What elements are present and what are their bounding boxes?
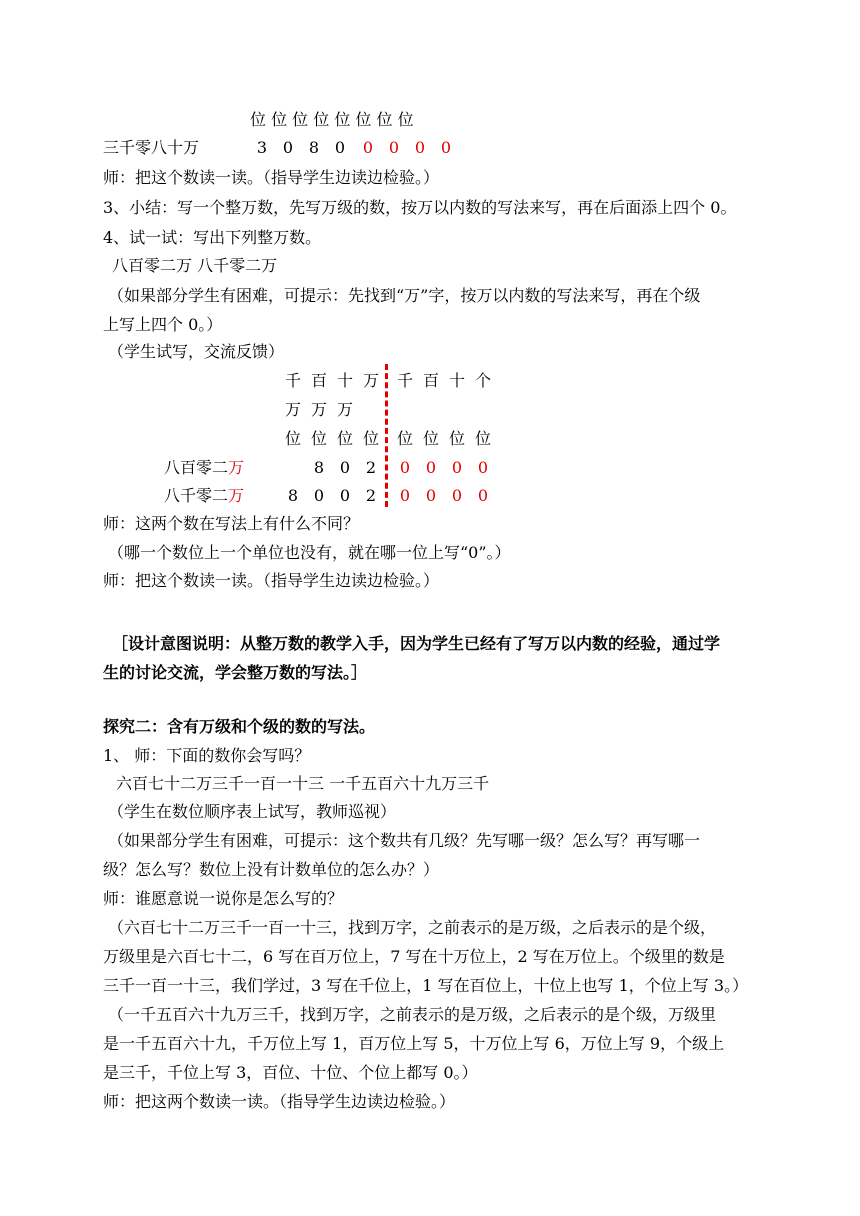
teacher-line: 1、 师：下面的数你会写吗？ xyxy=(103,746,311,765)
explanation-line: 是一千五百六十九，千万位上写 1，百万位上写 5，十万位上写 6，万位上写 9，个级上 xyxy=(103,1034,725,1053)
digit: 3 xyxy=(256,138,268,157)
explanation-line: （六百七十二万三千一百一十三，找到万字，之前表示的是万级，之后表示的是个级， xyxy=(108,918,717,937)
red-digit: 0 xyxy=(399,458,411,477)
header-cell: 位 xyxy=(422,429,439,448)
explanation-line: 万级里是六百七十二，6 写在百万位上，7 写在十万位上，2 写在万位上。个级里的数是 xyxy=(103,947,725,966)
hint-line: （如果部分学生有困难，可提示：这个数共有几级？先写哪一级？怎么写？再写哪一 xyxy=(108,831,701,850)
header-cell: 千 xyxy=(284,371,301,390)
red-digit: 0 xyxy=(477,486,489,505)
red-digit: 0 xyxy=(362,138,374,157)
section-heading: 探究二：含有万级和个级的数的写法。 xyxy=(103,717,376,736)
digit: 2 xyxy=(365,486,377,505)
red-digit: 0 xyxy=(477,458,489,477)
header-cell: 位 xyxy=(284,429,301,448)
header-cell: 位 xyxy=(336,429,353,448)
red-digit: 0 xyxy=(451,458,463,477)
note-line: （学生在数位顺序表上试写，教师巡视） xyxy=(108,802,397,821)
header-cell: 万 xyxy=(310,400,327,419)
header-cell: 万 xyxy=(284,400,301,419)
explanation-line: （一千五百六十九万三千，找到万字，之前表示的是万级，之后表示的是个级，万级里 xyxy=(108,1005,717,1024)
teacher-line: 师：把这个数读一读。（指导学生边读边检验。） xyxy=(103,168,440,187)
design-note: 生的讨论交流，学会整万数的写法。］ xyxy=(103,663,368,682)
hint-line: 上写上四个 0。） xyxy=(103,315,223,334)
teacher-line: 师：这两个数在写法上有什么不同？ xyxy=(103,514,360,533)
red-digit: 0 xyxy=(388,138,400,157)
red-digit: 0 xyxy=(414,138,426,157)
teacher-line: 师：把这个数读一读。（指导学生边读边检验。） xyxy=(103,571,440,590)
teacher-line: 师：把这两个数读一读。（指导学生边读边检验。） xyxy=(103,1092,456,1111)
digit: 0 xyxy=(313,486,325,505)
note-line: （学生试写，交流反馈） xyxy=(108,342,285,361)
try-line: 4、试一试：写出下列整万数。 xyxy=(103,228,322,247)
digit: 0 xyxy=(339,486,351,505)
digit: 8 xyxy=(287,486,299,505)
digit: 2 xyxy=(365,458,377,477)
header-cell: 百 xyxy=(422,371,439,390)
teacher-line: 师：谁愿意说一说你是怎么写的？ xyxy=(103,889,344,908)
digit: 8 xyxy=(313,458,325,477)
row-label: 八千零二万 xyxy=(164,486,245,505)
note-line: （哪一个数位上一个单位也没有，就在哪一位上写“0”。） xyxy=(108,543,511,562)
explanation-line: 三千一百一十三，我们学过，3 写在千位上，1 写在百位上，十位上也写 1，个位上写 3。） xyxy=(103,976,749,995)
header-cell: 千 xyxy=(396,371,413,390)
header-cell: 位 xyxy=(474,429,491,448)
red-digit: 0 xyxy=(425,486,437,505)
red-digit: 0 xyxy=(399,486,411,505)
level-divider xyxy=(385,364,388,507)
header-cell: 十 xyxy=(448,371,465,390)
place-value-header: 位 位 位 位 位 位 位 位 xyxy=(250,110,414,129)
red-digit: 0 xyxy=(425,458,437,477)
hint-line: （如果部分学生有困难，可提示：先找到“万”字，按万以内数的写法来写，再在个级 xyxy=(108,286,701,305)
header-cell: 百 xyxy=(310,371,327,390)
design-note: ［设计意图说明：从整万数的教学入手，因为学生已经有了写万以内数的经验，通过学 xyxy=(112,634,721,653)
example-numbers: 八百零二万 八千零二万 xyxy=(112,256,278,275)
header-cell: 位 xyxy=(310,429,327,448)
red-digit: 0 xyxy=(451,486,463,505)
hint-line: 级？怎么写？数位上没有计数单位的怎么办？） xyxy=(103,860,440,879)
digit: 0 xyxy=(339,458,351,477)
red-digit: 0 xyxy=(440,138,452,157)
row-label: 三千零八十万 xyxy=(103,138,200,157)
header-cell: 位 xyxy=(448,429,465,448)
digit: 8 xyxy=(308,138,320,157)
header-cell: 万 xyxy=(336,400,353,419)
header-cell: 万 xyxy=(362,371,379,390)
header-cell: 个 xyxy=(474,371,491,390)
summary-line: 3、小结：写一个整万数，先写万级的数，按万以内数的写法来写，再在后面添上四个 0。 xyxy=(103,198,737,217)
digit: 0 xyxy=(282,138,294,157)
header-cell: 位 xyxy=(396,429,413,448)
header-cell: 十 xyxy=(336,371,353,390)
header-cell: 位 xyxy=(362,429,379,448)
example-numbers: 六百七十二万三千一百一十三 一千五百六十九万三千 xyxy=(116,774,490,793)
explanation-line: 是三千，千位上写 3，百位、十位、个位上都写 0。） xyxy=(103,1063,478,1082)
digit: 0 xyxy=(334,138,346,157)
row-label: 八百零二万 xyxy=(164,458,245,477)
